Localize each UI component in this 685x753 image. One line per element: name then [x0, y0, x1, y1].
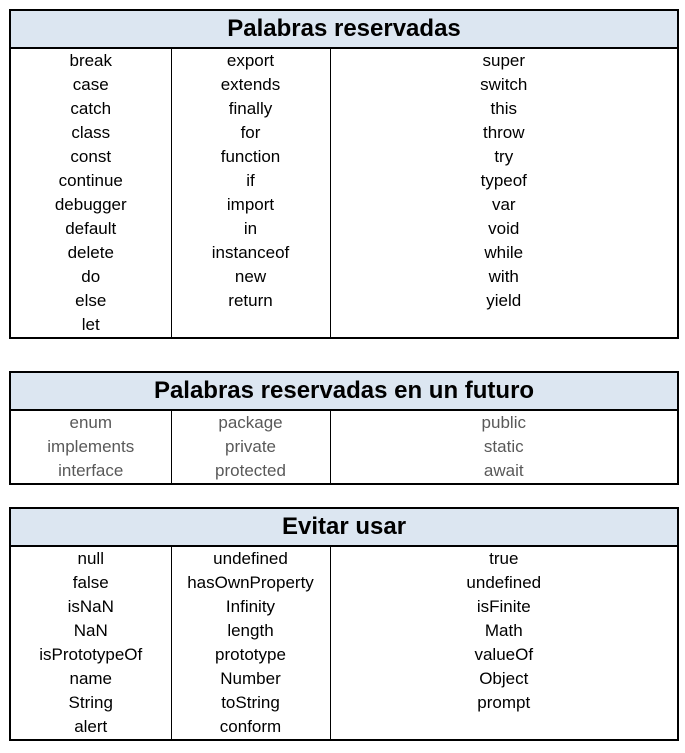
table-cell: public [330, 410, 678, 435]
table-cell: package [171, 410, 330, 435]
table-cell: instanceof [171, 241, 330, 265]
table-cell: NaN [10, 619, 171, 643]
table-cell: function [171, 145, 330, 169]
table-cell: prompt [330, 691, 678, 715]
table-cell: break [10, 48, 171, 73]
table-cell: conform [171, 715, 330, 740]
table-cell: return [171, 289, 330, 313]
table-cell: this [330, 97, 678, 121]
table-row [10, 691, 678, 715]
table-row [10, 241, 678, 265]
table-cell: static [330, 435, 678, 459]
table-cell: for [171, 121, 330, 145]
table-cell: switch [330, 73, 678, 97]
table-cell: delete [10, 241, 171, 265]
table-cell: let [10, 313, 171, 338]
table-row [10, 121, 678, 145]
table-cell: try [330, 145, 678, 169]
table-cell: debugger [10, 193, 171, 217]
table-row [10, 48, 678, 73]
future-reserved-words-body [10, 410, 678, 484]
table-cell: continue [10, 169, 171, 193]
table-cell: extends [171, 73, 330, 97]
table-row [10, 193, 678, 217]
table-row [10, 571, 678, 595]
table-cell: case [10, 73, 171, 97]
reserved-words-body [10, 48, 678, 338]
avoid-using-table [9, 507, 679, 741]
table-cell: Infinity [171, 595, 330, 619]
table-cell: interface [10, 459, 171, 484]
table-row [10, 73, 678, 97]
table-cell: void [330, 217, 678, 241]
table-cell: throw [330, 121, 678, 145]
avoid-using-body [10, 546, 678, 740]
table-row [10, 435, 678, 459]
table-row [10, 169, 678, 193]
reserved-words-title: Palabras reservadas [10, 10, 678, 48]
table-row [10, 145, 678, 169]
table-row [10, 459, 678, 484]
table-cell: yield [330, 289, 678, 313]
table-cell: catch [10, 97, 171, 121]
table-row [10, 715, 678, 740]
table-cell: private [171, 435, 330, 459]
table-row [10, 546, 678, 571]
table-cell: prototype [171, 643, 330, 667]
table-cell: var [330, 193, 678, 217]
table-cell: enum [10, 410, 171, 435]
avoid-using-title: Evitar usar [10, 508, 678, 546]
table-cell: in [171, 217, 330, 241]
reserved-words-table [9, 9, 679, 339]
table-cell [171, 313, 330, 338]
table-row [10, 595, 678, 619]
table-cell: protected [171, 459, 330, 484]
table-cell: name [10, 667, 171, 691]
table-row [10, 667, 678, 691]
table-cell: toString [171, 691, 330, 715]
future-reserved-words-table [9, 371, 679, 485]
table-cell: undefined [171, 546, 330, 571]
table-cell: do [10, 265, 171, 289]
table-cell: default [10, 217, 171, 241]
table-cell: const [10, 145, 171, 169]
table-row [10, 97, 678, 121]
table-cell: else [10, 289, 171, 313]
table-cell: import [171, 193, 330, 217]
table-cell [330, 715, 678, 740]
table-cell: while [330, 241, 678, 265]
table-cell: String [10, 691, 171, 715]
table-cell: isNaN [10, 595, 171, 619]
table-cell: Number [171, 667, 330, 691]
table-cell: export [171, 48, 330, 73]
future-reserved-words-title: Palabras reservadas en un futuro [10, 372, 678, 410]
table-cell: Math [330, 619, 678, 643]
table-row [10, 217, 678, 241]
table-row [10, 265, 678, 289]
table-cell: implements [10, 435, 171, 459]
table-cell: Object [330, 667, 678, 691]
table-row [10, 410, 678, 435]
table-cell: if [171, 169, 330, 193]
table-cell: valueOf [330, 643, 678, 667]
table-row [10, 643, 678, 667]
table-row [10, 313, 678, 338]
table-cell: isFinite [330, 595, 678, 619]
table-cell [330, 313, 678, 338]
table-row [10, 619, 678, 643]
table-cell: hasOwnProperty [171, 571, 330, 595]
table-cell: alert [10, 715, 171, 740]
table-cell: new [171, 265, 330, 289]
table-cell: null [10, 546, 171, 571]
table-cell: finally [171, 97, 330, 121]
table-cell: false [10, 571, 171, 595]
table-cell: length [171, 619, 330, 643]
table-cell: super [330, 48, 678, 73]
table-cell: with [330, 265, 678, 289]
table-cell: true [330, 546, 678, 571]
table-cell: await [330, 459, 678, 484]
table-cell: undefined [330, 571, 678, 595]
table-cell: class [10, 121, 171, 145]
table-row [10, 289, 678, 313]
table-cell: typeof [330, 169, 678, 193]
table-cell: isPrototypeOf [10, 643, 171, 667]
